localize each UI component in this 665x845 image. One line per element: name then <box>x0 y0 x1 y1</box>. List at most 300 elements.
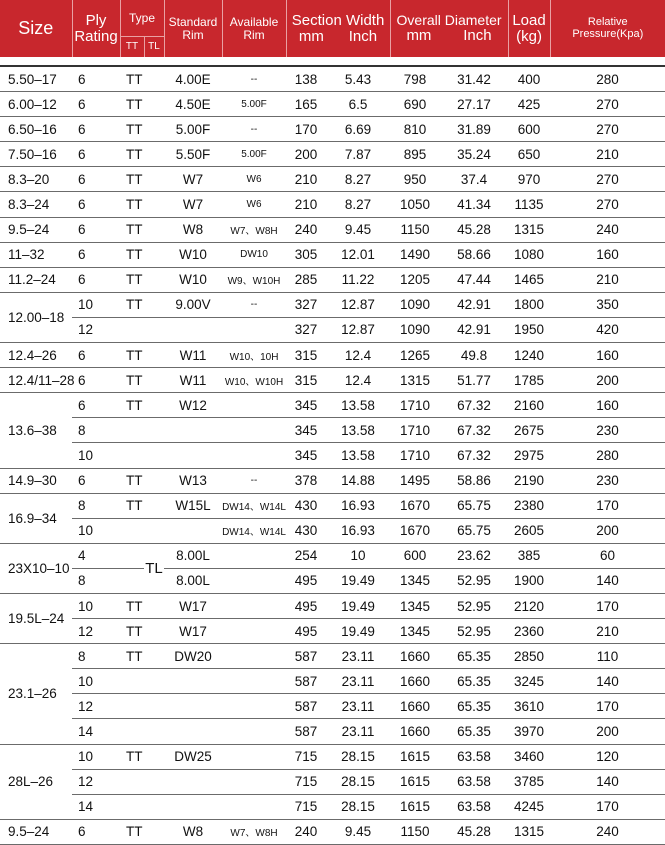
ply-cell: 6 <box>72 343 120 368</box>
header-section-inch: Inch <box>348 27 378 45</box>
ply-cell: 8 <box>72 644 120 669</box>
section-inch-cell: 8.27 <box>326 192 390 217</box>
available-rim-cell <box>222 694 286 719</box>
overall-inch-cell: 63.58 <box>440 744 508 769</box>
overall-mm-cell: 798 <box>390 66 440 92</box>
section-mm-cell: 345 <box>286 393 326 418</box>
overall-inch-cell: 63.58 <box>440 794 508 819</box>
size-cell: 19.5L–24 <box>0 593 72 643</box>
overall-mm-cell: 1660 <box>390 694 440 719</box>
type-cell: TT <box>120 468 164 493</box>
section-inch-cell: 11.22 <box>326 267 390 292</box>
pressure-cell: 240 <box>550 217 665 242</box>
ply-cell: 10 <box>72 518 120 543</box>
table-row <box>0 66 665 92</box>
table-body <box>0 57 665 844</box>
available-rim-cell: 5.00F <box>222 92 286 117</box>
section-mm-cell: 495 <box>286 619 326 644</box>
standard-rim-cell: W11 <box>164 368 222 393</box>
section-mm-cell: 240 <box>286 217 326 242</box>
table-row <box>0 242 665 267</box>
standard-rim-cell <box>164 769 222 794</box>
available-rim-cell <box>222 593 286 618</box>
size-cell: 7.50–16 <box>0 142 72 167</box>
standard-rim-cell <box>164 794 222 819</box>
overall-inch-cell: 67.32 <box>440 418 508 443</box>
overall-inch-cell: 67.32 <box>440 393 508 418</box>
overall-inch-cell: 52.95 <box>440 619 508 644</box>
table-row <box>0 543 665 568</box>
ply-cell: 12 <box>72 317 120 342</box>
ply-cell: 8 <box>72 568 120 593</box>
section-mm-cell: 210 <box>286 192 326 217</box>
section-mm-cell: 315 <box>286 343 326 368</box>
type-cell <box>120 794 164 819</box>
header-section-width <box>286 0 390 57</box>
overall-mm-cell: 1495 <box>390 468 440 493</box>
ply-cell: 6 <box>72 242 120 267</box>
table-row <box>0 217 665 242</box>
header-standard-line1: Standard <box>168 14 218 29</box>
table-row <box>0 644 665 669</box>
table-row <box>0 292 665 317</box>
type-cell <box>120 518 164 543</box>
section-mm-cell: 430 <box>286 493 326 518</box>
section-mm-cell: 210 <box>286 167 326 192</box>
available-rim-cell: -- <box>222 66 286 92</box>
header-gap-row <box>0 57 665 66</box>
section-inch-cell: 28.15 <box>326 769 390 794</box>
overall-inch-cell: 37.4 <box>440 167 508 192</box>
header-ply-line2: Rating <box>74 27 118 45</box>
standard-rim-cell <box>164 518 222 543</box>
ply-cell: 12 <box>72 769 120 794</box>
type-cell <box>120 669 164 694</box>
overall-mm-cell: 600 <box>390 543 440 568</box>
section-inch-cell: 7.87 <box>326 142 390 167</box>
load-cell: 425 <box>508 92 550 117</box>
overall-mm-cell: 895 <box>390 142 440 167</box>
section-inch-cell: 23.11 <box>326 669 390 694</box>
section-mm-cell: 495 <box>286 568 326 593</box>
overall-mm-cell: 690 <box>390 92 440 117</box>
section-inch-cell: 6.69 <box>326 117 390 142</box>
header-available-line1: Available <box>229 14 279 29</box>
available-rim-cell: W10、10H <box>222 343 286 368</box>
section-inch-cell: 10 <box>326 543 390 568</box>
table-row <box>0 418 665 443</box>
section-inch-cell: 12.4 <box>326 368 390 393</box>
standard-rim-cell: W11 <box>164 343 222 368</box>
table-row <box>0 317 665 342</box>
header-overall-diameter <box>390 0 508 57</box>
load-cell: 650 <box>508 142 550 167</box>
table-row <box>0 343 665 368</box>
standard-rim-cell: 4.00E <box>164 66 222 92</box>
pressure-cell: 270 <box>550 167 665 192</box>
overall-inch-cell: 65.75 <box>440 493 508 518</box>
overall-mm-cell: 1090 <box>390 317 440 342</box>
overall-inch-cell: 52.95 <box>440 593 508 618</box>
ply-cell: 10 <box>72 744 120 769</box>
ply-cell: 10 <box>72 593 120 618</box>
pressure-cell: 110 <box>550 644 665 669</box>
standard-rim-cell: W13 <box>164 468 222 493</box>
overall-mm-cell: 1670 <box>390 493 440 518</box>
ply-cell: 6 <box>72 167 120 192</box>
section-inch-cell: 19.49 <box>326 619 390 644</box>
section-inch-cell: 12.87 <box>326 292 390 317</box>
load-cell: 2360 <box>508 619 550 644</box>
table-row <box>0 92 665 117</box>
available-rim-cell <box>222 317 286 342</box>
load-cell: 3610 <box>508 694 550 719</box>
load-cell: 2190 <box>508 468 550 493</box>
header-type: Type <box>120 0 164 37</box>
available-rim-cell <box>222 644 286 669</box>
overall-mm-cell: 1345 <box>390 568 440 593</box>
available-rim-cell <box>222 719 286 744</box>
load-cell: 1465 <box>508 267 550 292</box>
header-relative-pressure <box>550 0 665 57</box>
overall-mm-cell: 810 <box>390 117 440 142</box>
type-cell <box>120 694 164 719</box>
load-cell: 1240 <box>508 343 550 368</box>
type-cell: TT <box>120 493 164 518</box>
section-mm-cell: 495 <box>286 593 326 618</box>
ply-cell: 10 <box>72 669 120 694</box>
section-inch-cell: 6.5 <box>326 92 390 117</box>
section-mm-cell: 170 <box>286 117 326 142</box>
pressure-cell: 280 <box>550 66 665 92</box>
table-row <box>0 694 665 719</box>
header-pressure-line2: Pressure(Kpa) <box>572 27 644 40</box>
pressure-cell: 60 <box>550 543 665 568</box>
size-cell: 14.9–30 <box>0 468 72 493</box>
available-rim-cell <box>222 794 286 819</box>
overall-mm-cell: 1660 <box>390 669 440 694</box>
type-cell: TT <box>120 744 164 769</box>
standard-rim-cell: W17 <box>164 619 222 644</box>
overall-mm-cell: 1345 <box>390 593 440 618</box>
section-inch-cell: 23.11 <box>326 644 390 669</box>
pressure-cell: 160 <box>550 393 665 418</box>
header-overall-mm: mm <box>406 26 432 44</box>
section-mm-cell: 200 <box>286 142 326 167</box>
type-cell: TT <box>120 217 164 242</box>
size-cell: 6.50–16 <box>0 117 72 142</box>
pressure-cell: 420 <box>550 317 665 342</box>
load-cell: 600 <box>508 117 550 142</box>
section-mm-cell: 165 <box>286 92 326 117</box>
load-cell: 3245 <box>508 669 550 694</box>
table-row <box>0 744 665 769</box>
table-row <box>0 493 665 518</box>
pressure-cell: 160 <box>550 242 665 267</box>
overall-mm-cell: 1490 <box>390 242 440 267</box>
table-row <box>0 192 665 217</box>
overall-mm-cell: 1615 <box>390 769 440 794</box>
overall-inch-cell: 27.17 <box>440 92 508 117</box>
header-available-line2: Rim <box>243 27 265 42</box>
ply-cell: 8 <box>72 493 120 518</box>
header-size: Size <box>0 0 72 57</box>
ply-cell: 6 <box>72 267 120 292</box>
overall-mm-cell: 1660 <box>390 644 440 669</box>
available-rim-cell: DW14、W14L <box>222 518 286 543</box>
section-mm-cell: 240 <box>286 819 326 844</box>
pressure-cell: 350 <box>550 292 665 317</box>
standard-rim-cell: 4.50E <box>164 92 222 117</box>
type-cell <box>120 543 144 568</box>
available-rim-cell <box>222 744 286 769</box>
section-inch-cell: 19.49 <box>326 568 390 593</box>
section-mm-cell: 587 <box>286 694 326 719</box>
overall-inch-cell: 45.28 <box>440 819 508 844</box>
section-mm-cell: 715 <box>286 769 326 794</box>
load-cell: 2975 <box>508 443 550 468</box>
ply-cell: 6 <box>72 819 120 844</box>
table-row <box>0 719 665 744</box>
section-inch-cell: 16.93 <box>326 518 390 543</box>
overall-inch-cell: 42.91 <box>440 317 508 342</box>
pressure-cell: 160 <box>550 343 665 368</box>
ply-cell: 6 <box>72 192 120 217</box>
pressure-cell: 210 <box>550 142 665 167</box>
size-cell: 9.5–24 <box>0 217 72 242</box>
overall-inch-cell: 51.77 <box>440 368 508 393</box>
standard-rim-cell: W10 <box>164 267 222 292</box>
header-load-line1: Load <box>512 11 546 29</box>
type-cell: TT <box>120 292 164 317</box>
section-inch-cell: 23.11 <box>326 694 390 719</box>
type-cell <box>120 418 164 443</box>
type-cell: TT <box>120 92 164 117</box>
table-row <box>0 368 665 393</box>
pressure-cell: 270 <box>550 117 665 142</box>
overall-inch-cell: 42.91 <box>440 292 508 317</box>
type-cell <box>120 568 144 593</box>
type-cell: TT <box>120 267 164 292</box>
section-mm-cell: 715 <box>286 794 326 819</box>
overall-mm-cell: 1660 <box>390 719 440 744</box>
standard-rim-cell: 8.00L <box>164 568 222 593</box>
section-mm-cell: 587 <box>286 719 326 744</box>
load-cell: 1315 <box>508 819 550 844</box>
pressure-cell: 270 <box>550 192 665 217</box>
pressure-cell: 140 <box>550 769 665 794</box>
available-rim-cell: 5.00F <box>222 142 286 167</box>
load-cell: 2380 <box>508 493 550 518</box>
standard-rim-cell <box>164 317 222 342</box>
tl-cell: TL <box>144 543 164 593</box>
section-inch-cell: 14.88 <box>326 468 390 493</box>
pressure-cell: 270 <box>550 92 665 117</box>
pressure-cell: 170 <box>550 593 665 618</box>
load-cell: 385 <box>508 543 550 568</box>
pressure-cell: 170 <box>550 794 665 819</box>
overall-inch-cell: 45.28 <box>440 217 508 242</box>
section-mm-cell: 345 <box>286 443 326 468</box>
ply-cell: 6 <box>72 468 120 493</box>
header-ply-rating <box>72 0 120 57</box>
pressure-cell: 240 <box>550 819 665 844</box>
standard-rim-cell: DW25 <box>164 744 222 769</box>
pressure-cell: 140 <box>550 568 665 593</box>
load-cell: 2850 <box>508 644 550 669</box>
size-cell: 9.5–24 <box>0 819 72 844</box>
table-row <box>0 819 665 844</box>
overall-inch-cell: 31.89 <box>440 117 508 142</box>
ply-cell: 12 <box>72 619 120 644</box>
size-cell: 28L–26 <box>0 744 72 819</box>
overall-inch-cell: 47.44 <box>440 267 508 292</box>
ply-cell: 6 <box>72 393 120 418</box>
overall-inch-cell: 65.35 <box>440 669 508 694</box>
overall-mm-cell: 1670 <box>390 518 440 543</box>
load-cell: 2675 <box>508 418 550 443</box>
section-inch-cell: 13.58 <box>326 418 390 443</box>
section-inch-cell: 9.45 <box>326 819 390 844</box>
table-row <box>0 669 665 694</box>
size-cell: 23X10–10 <box>0 543 72 593</box>
overall-inch-cell: 65.35 <box>440 644 508 669</box>
section-mm-cell: 315 <box>286 368 326 393</box>
header-type-tl: TL <box>144 37 164 58</box>
section-inch-cell: 16.93 <box>326 493 390 518</box>
overall-mm-cell: 1090 <box>390 292 440 317</box>
type-cell: TT <box>120 593 164 618</box>
header-ply-line1: Ply <box>85 11 107 29</box>
pressure-cell: 230 <box>550 418 665 443</box>
pressure-cell: 210 <box>550 619 665 644</box>
load-cell: 1080 <box>508 242 550 267</box>
size-cell: 6.00–12 <box>0 92 72 117</box>
ply-cell: 8 <box>72 418 120 443</box>
overall-mm-cell: 1265 <box>390 343 440 368</box>
table-row <box>0 117 665 142</box>
table-row <box>0 619 665 644</box>
section-mm-cell: 378 <box>286 468 326 493</box>
pressure-cell: 200 <box>550 719 665 744</box>
ply-cell: 4 <box>72 543 120 568</box>
load-cell: 400 <box>508 66 550 92</box>
available-rim-cell: W6 <box>222 192 286 217</box>
section-mm-cell: 327 <box>286 292 326 317</box>
overall-mm-cell: 1710 <box>390 418 440 443</box>
header-overall-inch: Inch <box>463 26 492 44</box>
load-cell: 1900 <box>508 568 550 593</box>
table-row <box>0 267 665 292</box>
header-standard-rim <box>164 0 222 57</box>
type-cell: TT <box>120 117 164 142</box>
size-cell: 23.1–26 <box>0 644 72 744</box>
overall-inch-cell: 52.95 <box>440 568 508 593</box>
load-cell: 1800 <box>508 292 550 317</box>
overall-inch-cell: 23.62 <box>440 543 508 568</box>
load-cell: 1950 <box>508 317 550 342</box>
type-cell: TT <box>120 619 164 644</box>
load-cell: 970 <box>508 167 550 192</box>
table-row <box>0 518 665 543</box>
standard-rim-cell <box>164 719 222 744</box>
overall-mm-cell: 1315 <box>390 368 440 393</box>
size-cell: 11–32 <box>0 242 72 267</box>
load-cell: 2160 <box>508 393 550 418</box>
header-type-tt: TT <box>120 37 144 58</box>
standard-rim-cell: W17 <box>164 593 222 618</box>
available-rim-cell: W6 <box>222 167 286 192</box>
table-row <box>0 393 665 418</box>
size-cell: 12.4–26 <box>0 343 72 368</box>
ply-cell: 10 <box>72 292 120 317</box>
section-inch-cell: 28.15 <box>326 744 390 769</box>
section-mm-cell: 327 <box>286 317 326 342</box>
size-cell: 5.50–17 <box>0 66 72 92</box>
type-cell: TT <box>120 142 164 167</box>
standard-rim-cell: 8.00L <box>164 543 222 568</box>
available-rim-cell: -- <box>222 292 286 317</box>
load-cell: 3970 <box>508 719 550 744</box>
overall-inch-cell: 58.66 <box>440 242 508 267</box>
available-rim-cell <box>222 543 286 568</box>
type-cell <box>120 719 164 744</box>
table-row <box>0 142 665 167</box>
table-row <box>0 443 665 468</box>
available-rim-cell <box>222 769 286 794</box>
section-inch-cell: 28.15 <box>326 794 390 819</box>
type-cell: TT <box>120 819 164 844</box>
ply-cell: 12 <box>72 694 120 719</box>
ply-cell: 6 <box>72 217 120 242</box>
ply-cell: 6 <box>72 66 120 92</box>
standard-rim-cell: W8 <box>164 819 222 844</box>
type-cell <box>120 769 164 794</box>
table-row <box>0 769 665 794</box>
section-mm-cell: 305 <box>286 242 326 267</box>
overall-inch-cell: 35.24 <box>440 142 508 167</box>
overall-inch-cell: 58.86 <box>440 468 508 493</box>
load-cell: 2120 <box>508 593 550 618</box>
overall-inch-cell: 49.8 <box>440 343 508 368</box>
available-rim-cell <box>222 669 286 694</box>
available-rim-cell: DW10 <box>222 242 286 267</box>
section-mm-cell: 254 <box>286 543 326 568</box>
section-inch-cell: 19.49 <box>326 593 390 618</box>
header-load <box>508 0 550 57</box>
available-rim-cell: W9、W10H <box>222 267 286 292</box>
header-standard-line2: Rim <box>182 27 204 42</box>
table-row <box>0 167 665 192</box>
overall-mm-cell: 1710 <box>390 393 440 418</box>
type-cell: TT <box>120 167 164 192</box>
overall-inch-cell: 65.35 <box>440 719 508 744</box>
load-cell: 4245 <box>508 794 550 819</box>
standard-rim-cell: 5.50F <box>164 142 222 167</box>
pressure-cell: 170 <box>550 694 665 719</box>
type-cell <box>120 317 164 342</box>
standard-rim-cell: W7 <box>164 167 222 192</box>
size-cell: 8.3–24 <box>0 192 72 217</box>
section-mm-cell: 430 <box>286 518 326 543</box>
section-mm-cell: 587 <box>286 644 326 669</box>
section-inch-cell: 8.27 <box>326 167 390 192</box>
type-cell <box>120 443 164 468</box>
standard-rim-cell: W12 <box>164 393 222 418</box>
type-cell: TT <box>120 242 164 267</box>
ply-cell: 6 <box>72 92 120 117</box>
pressure-cell: 140 <box>550 669 665 694</box>
